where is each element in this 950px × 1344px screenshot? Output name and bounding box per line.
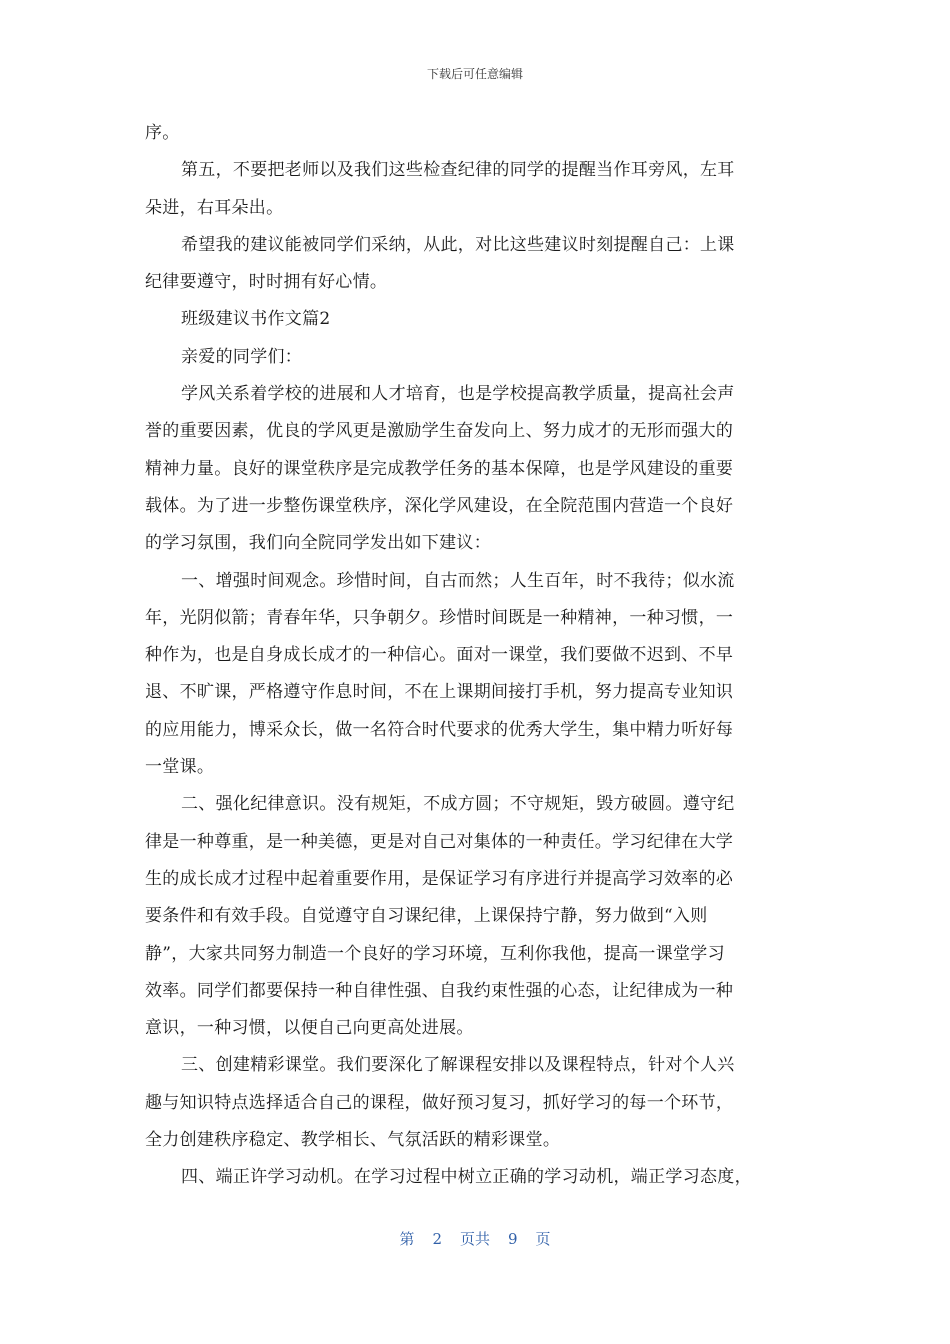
text-line: 朵进，右耳朵出。 [145,197,284,218]
page-header: 下载后可任意编辑 [426,67,523,81]
text-line: 载体。为了进一步整伤课堂秩序，深化学风建设，在全院范围内营造一个良好 [145,495,734,516]
text-line: 趣与知识特点选择适合自己的课程，做好预习复习，抓好学习的每一个环节， [145,1092,734,1113]
text-line: 意识，一种习惯，以便自己向更高处进展。 [145,1018,474,1039]
page-footer [0,1229,950,1249]
footer-suffix: 页 [535,1230,551,1248]
text-line: 要条件和有效手段。自觉遵守自习课纪律，上课保持宁静，努力做到“入则 [145,906,708,927]
text-line: 一、增强时间观念。珍惜时间，自古而然；人生百年，时不我待；似水流 [181,570,735,591]
text-line: 种作为，也是自身成长成才的一种信心。面对一课堂，我们要做不迟到、不早 [145,645,734,666]
document-body [145,115,805,1197]
text-line: 退、不旷课，严格遵守作息时间，不在上课期间接打手机，努力提高专业知识 [145,682,734,703]
text-line: 三、创建精彩课堂。我们要深化了解课程安排以及课程特点，针对个人兴 [181,1055,735,1076]
text-line: 二、强化纪律意识。没有规矩，不成方圆；不守规矩，毁方破圆。遵守纪 [181,794,735,815]
text-line: 誉的重要因素，优良的学风更是激励学生奋发向上、努力成才的无形而强大的 [145,421,734,442]
text-line: 学风关系着学校的进展和人才培育，也是学校提高教学质量，提高社会声 [181,384,735,405]
text-line: 生的成长成才过程中起着重要作用，是保证学习有序进行并提高学习效率的必 [145,868,734,889]
text-line: 律是一种尊重，是一种美德，更是对自己对集体的一种责任。学习纪律在大学 [145,831,734,852]
text-line: 的应用能力，博采众长，做一名符合时代要求的优秀大学生，集中精力听好每 [145,719,734,740]
text-line: 静”，大家共同努力制造一个良好的学习环境，互利你我他，提高一课堂学习 [145,943,725,964]
text-line: 纪律要遵守，时时拥有好心情。 [145,272,388,293]
text-line: 一堂课。 [145,757,215,778]
text-line: 序。 [145,123,180,143]
text-line: 亲爱的同学们： [181,346,303,367]
text-line: 年，光阴似箭；青春年华，只争朝夕。珍惜时间既是一种精神，一种习惯，一 [145,607,734,628]
text-line: 精神力量。良好的课堂秩序是完成教学任务的基本保障，也是学风建设的重要 [145,458,734,479]
text-line: 的学习氛围，我们向全院同学发出如下建议： [145,533,491,554]
footer-middle: 页共 [459,1230,490,1248]
text-line: 希望我的建议能被同学们采纳，从此，对比这些建议时刻提醒自己：上课 [181,234,735,255]
text-line: 四、端正许学习动机。在学习过程中树立正确的学习动机，端正学习态度， [181,1167,752,1188]
text-line: 班级建议书作文篇2 [181,309,331,330]
footer-total-pages: 9 [508,1230,518,1248]
footer-current-page: 2 [432,1230,442,1248]
footer-prefix: 第 [399,1230,415,1248]
text-line: 第五，不要把老师以及我们这些检查纪律的同学的提醒当作耳旁风，左耳 [181,160,735,181]
text-line: 效率。同学们都要保持一种自律性强、自我约束性强的心态，让纪律成为一种 [145,980,734,1001]
text-line: 全力创建秩序稳定、教学相长、气氛活跃的精彩课堂。 [145,1130,561,1151]
